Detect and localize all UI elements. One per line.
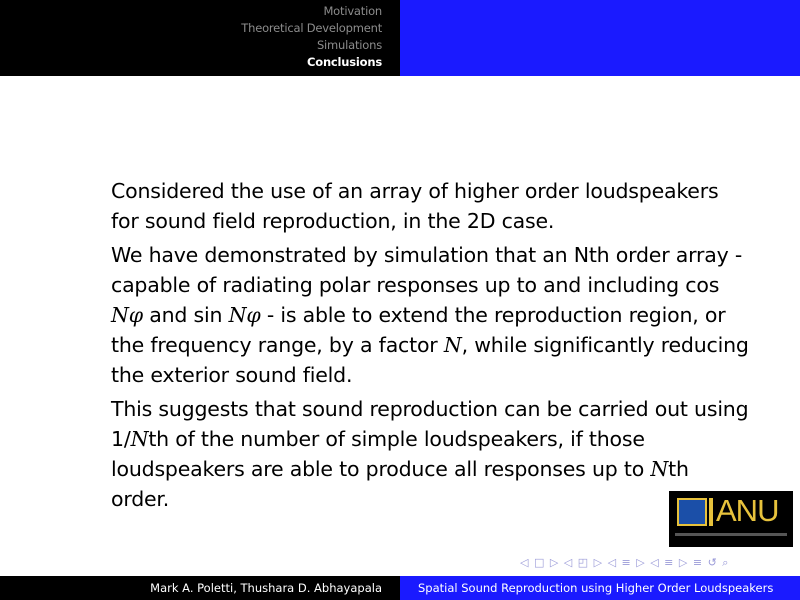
math-n: N bbox=[130, 427, 149, 451]
anu-logo bbox=[669, 491, 793, 547]
math-n-phi: Nφ bbox=[228, 303, 261, 327]
footer-title: Spatial Sound Reproduction using Higher Order Loudspeakers bbox=[400, 576, 800, 600]
math-n: N bbox=[443, 333, 462, 357]
nav-section-conclusions[interactable]: Conclusions bbox=[307, 55, 382, 69]
beamer-navigation-symbols[interactable]: ◁ □ ▷ ◁ ◰ ▷ ◁ ≡ ▷ ◁ ≡ ▷ ≡ ↺ ⌕ bbox=[520, 556, 730, 569]
paragraph-1 bbox=[111, 176, 751, 236]
nav-section-theoretical-development[interactable]: Theoretical Development bbox=[241, 21, 382, 35]
paragraph-2-text-c: - is able to extend the reproduction region, or the frequency range, by a factor bbox=[111, 303, 726, 357]
nav-section-simulations[interactable]: Simulations bbox=[316, 38, 382, 52]
paragraph-3-text-b: th of the number of simple loudspeakers, if those loudspeakers are able to produce all responses up to bbox=[111, 427, 651, 481]
nav-section-motivation[interactable]: Motivation bbox=[323, 4, 382, 18]
math-n: N bbox=[650, 457, 669, 481]
section-navigation bbox=[241, 3, 382, 71]
crest-icon bbox=[677, 498, 707, 526]
math-n-phi: Nφ bbox=[111, 303, 143, 327]
paragraph-3-text-a: This suggests that sound reproduction can be carried out using 1/ bbox=[111, 397, 749, 451]
logo-text: ANU bbox=[716, 493, 779, 528]
paragraph-2 bbox=[111, 240, 751, 390]
paragraph-2-text-d: , while significantly reducing the exterior sound field. bbox=[111, 333, 749, 387]
slide-content bbox=[111, 176, 751, 518]
slide-header bbox=[0, 0, 800, 76]
paragraph-3-text-c: th order. bbox=[111, 457, 689, 511]
logo-divider bbox=[709, 498, 713, 526]
paragraph-1-text: Considered the use of an array of higher order loudspeakers for sound field reproduction, in the 2D case. bbox=[111, 179, 719, 233]
paragraph-2-text-b: and sin bbox=[142, 303, 229, 327]
paragraph-3 bbox=[111, 394, 751, 514]
paragraph-2-text-a: We have demonstrated by simulation that an Nth order array - capable of radiating polar responses up to and including cos bbox=[111, 243, 743, 297]
logo-subtitle-bar bbox=[675, 533, 787, 536]
footer-authors: Mark A. Poletti, Thushara D. Abhayapala bbox=[0, 576, 400, 600]
header-right-panel bbox=[400, 0, 800, 76]
header-left-panel bbox=[0, 0, 400, 76]
slide-footer bbox=[0, 576, 800, 600]
